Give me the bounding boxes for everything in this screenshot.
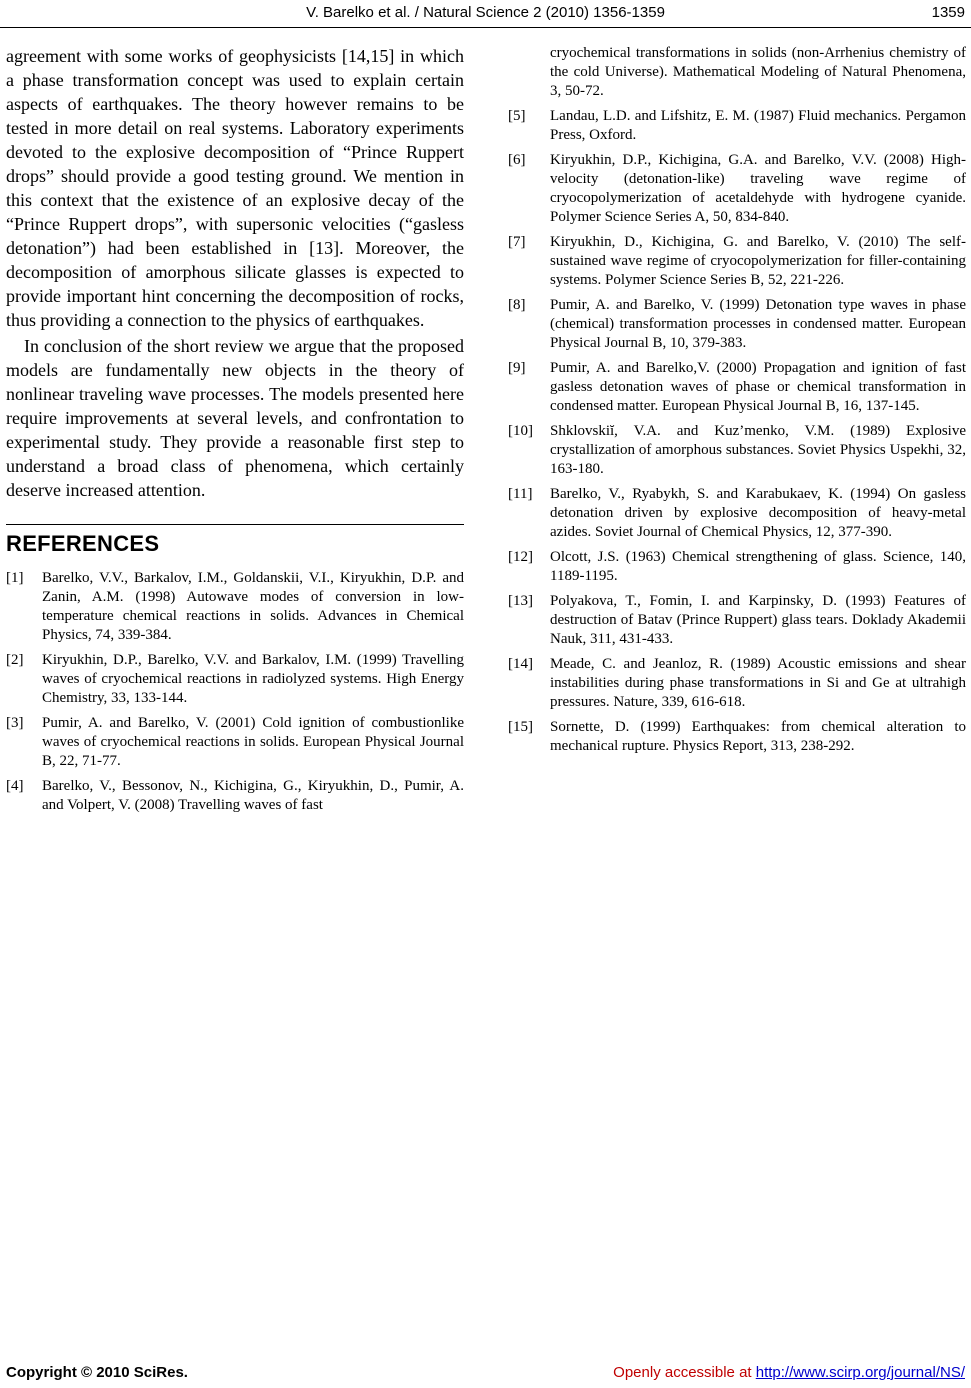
reference-text: Polyakova, T., Fomin, I. and Karpinsky, D. (1993) Features of destruction of Batav (Prince Ruppert) glass tears. Doklady Akademii Nauk, 311, 431-433. xyxy=(550,593,966,647)
reference-text: Pumir, A. and Barelko, V. (1999) Detonation type waves in phase (chemical) transformation processes in condensed matter. European Physical Journal B, 10, 379-383. xyxy=(550,297,966,351)
copyright-notice: Copyright © 2010 SciRes. xyxy=(6,1364,188,1381)
access-notice xyxy=(613,1364,965,1381)
running-title: V. Barelko et al. / Natural Science 2 (2010) 1356-1359 xyxy=(306,4,665,21)
reference-item xyxy=(6,777,464,815)
reference-item xyxy=(508,485,966,542)
reference-item-continued xyxy=(508,44,966,101)
reference-text: Barelko, V., Bessonov, N., Kichigina, G., Kiryukhin, D., Pumir, A. and Volpert, V. (2008) Travelling waves of fast xyxy=(42,778,464,813)
reference-item xyxy=(6,714,464,771)
reference-text: Kiryukhin, D.P., Kichigina, G.A. and Barelko, V.V. (2008) High-velocity (detonation-like) traveling wave regime of cryocopolymerization of acetaldehyde with hydrogene cyanide. Polymer Science Series A, 50, 834-840. xyxy=(550,152,966,225)
left-column xyxy=(6,44,464,821)
reference-item xyxy=(508,655,966,712)
right-column xyxy=(508,44,966,762)
body-paragraph-1: agreement with some works of geophysicists [14,15] in which a phase transformation concept was used to explain certain aspects of earthquakes. The theory however remains to be tested in more detail on real systems. Laboratory experiments devoted to the explosive decomposition of “Prince Ruppert drops” should provide a good testing ground. We mention in this context that the existence of an explosive decay of the “Prince Ruppert drops”, with supersonic velocities (“gasless detonation”) had been established in [13]. Moreover, the decomposition of amorphous silicate glasses is expected to provide important hint concerning the decomposition of rocks, thus providing a connection to the physics of earthquakes. xyxy=(6,46,464,330)
reference-number: [4] xyxy=(6,778,24,794)
reference-item xyxy=(508,718,966,756)
reference-item xyxy=(508,548,966,586)
reference-number: [5] xyxy=(508,108,526,124)
reference-item xyxy=(508,151,966,227)
page-number: 1359 xyxy=(931,4,965,21)
reference-item xyxy=(6,569,464,645)
page-footer xyxy=(0,1364,971,1384)
section-divider xyxy=(6,524,464,525)
reference-text: Barelko, V., Ryabykh, S. and Karabukaev, K. (1994) On gasless detonation driven by explosive decomposition of heavy-metal azides. Soviet Journal of Chemical Physics, 12, 377-390. xyxy=(550,486,966,540)
reference-item xyxy=(6,651,464,708)
reference-number: [11] xyxy=(508,486,533,502)
reference-number: [2] xyxy=(6,652,24,668)
reference-number: [3] xyxy=(6,715,24,731)
reference-text: Pumir, A. and Barelko,V. (2000) Propagation and ignition of fast gasless detonation waves of phase or chemical transformation in condensed matter. European Physical Journal B, 16, 137-145. xyxy=(550,360,966,414)
reference-item xyxy=(508,107,966,145)
reference-number: [13] xyxy=(508,593,533,609)
reference-number: [6] xyxy=(508,152,526,168)
reference-text: Shklovskiĭ, V.A. and Kuz’menko, V.M. (1989) Explosive crystallization of amorphous substances. Soviet Physics Uspekhi, 32, 163-180. xyxy=(550,423,966,477)
reference-item xyxy=(508,233,966,290)
reference-number: [9] xyxy=(508,360,526,376)
reference-text: Pumir, A. and Barelko, V. (2001) Cold ignition of combustionlike waves of cryochemical reactions in solids. European Physical Journal B, 22, 71-77. xyxy=(42,715,464,769)
reference-text: Kiryukhin, D., Kichigina, G. and Barelko, V. (2010) The self-sustained wave regime of cryocopolymerization for filler-containing systems. Polymer Science Series B, 52, 221-226. xyxy=(550,234,966,288)
reference-text: Kiryukhin, D.P., Barelko, V.V. and Barkalov, I.M. (1999) Travelling waves of cryochemical reactions in radiolyzed systems. High Energy Chemistry, 33, 133-144. xyxy=(42,652,464,706)
reference-text: Sornette, D. (1999) Earthquakes: from chemical alteration to mechanical rupture. Physics Report, 313, 238-292. xyxy=(550,719,966,754)
reference-number: [8] xyxy=(508,297,526,313)
reference-text: Barelko, V.V., Barkalov, I.M., Goldanskii, V.I., Kiryukhin, D.P. and Zanin, A.M. (1998) Autowave modes of conversion in low-temperature chemical reactions in solids. Advances in Chemical Physics, 74, 339-384. xyxy=(42,570,464,643)
reference-number: [14] xyxy=(508,656,533,672)
access-label: Openly accessible at xyxy=(613,1364,756,1381)
reference-text: Landau, L.D. and Lifshitz, E. M. (1987) Fluid mechanics. Pergamon Press, Oxford. xyxy=(550,108,966,143)
reference-item xyxy=(508,592,966,649)
page-header xyxy=(0,0,971,28)
reference-text: Olcott, J.S. (1963) Chemical strengthening of glass. Science, 140, 1189-1195. xyxy=(550,549,966,584)
references-heading: REFERENCES xyxy=(6,531,160,556)
reference-number: [1] xyxy=(6,570,24,586)
body-paragraph-2: In conclusion of the short review we argue that the proposed models are fundamentally new objects in the theory of nonlinear traveling wave processes. The models presented here require improvements at several levels, and confrontation to experimental study. They provide a reasonable first step to understand a broad class of phenomena, which certainly deserve increased attention. xyxy=(6,336,464,500)
reference-item xyxy=(508,296,966,353)
reference-item xyxy=(508,422,966,479)
reference-item xyxy=(508,359,966,416)
reference-number: [7] xyxy=(508,234,526,250)
reference-number: [12] xyxy=(508,549,533,565)
reference-text: cryochemical transformations in solids (non-Arrhenius chemistry of the cold Universe). Mathematical Modeling of Natural Phenomena, 3, 50-72. xyxy=(550,45,966,99)
reference-text: Meade, C. and Jeanloz, R. (1989) Acoustic emissions and shear instabilities during phase transformations in Si and Ge at ultrahigh pressures. Nature, 339, 616-618. xyxy=(550,656,966,710)
reference-number: [10] xyxy=(508,423,533,439)
reference-number: [15] xyxy=(508,719,533,735)
journal-link[interactable]: http://www.scirp.org/journal/NS/ xyxy=(755,1364,965,1381)
